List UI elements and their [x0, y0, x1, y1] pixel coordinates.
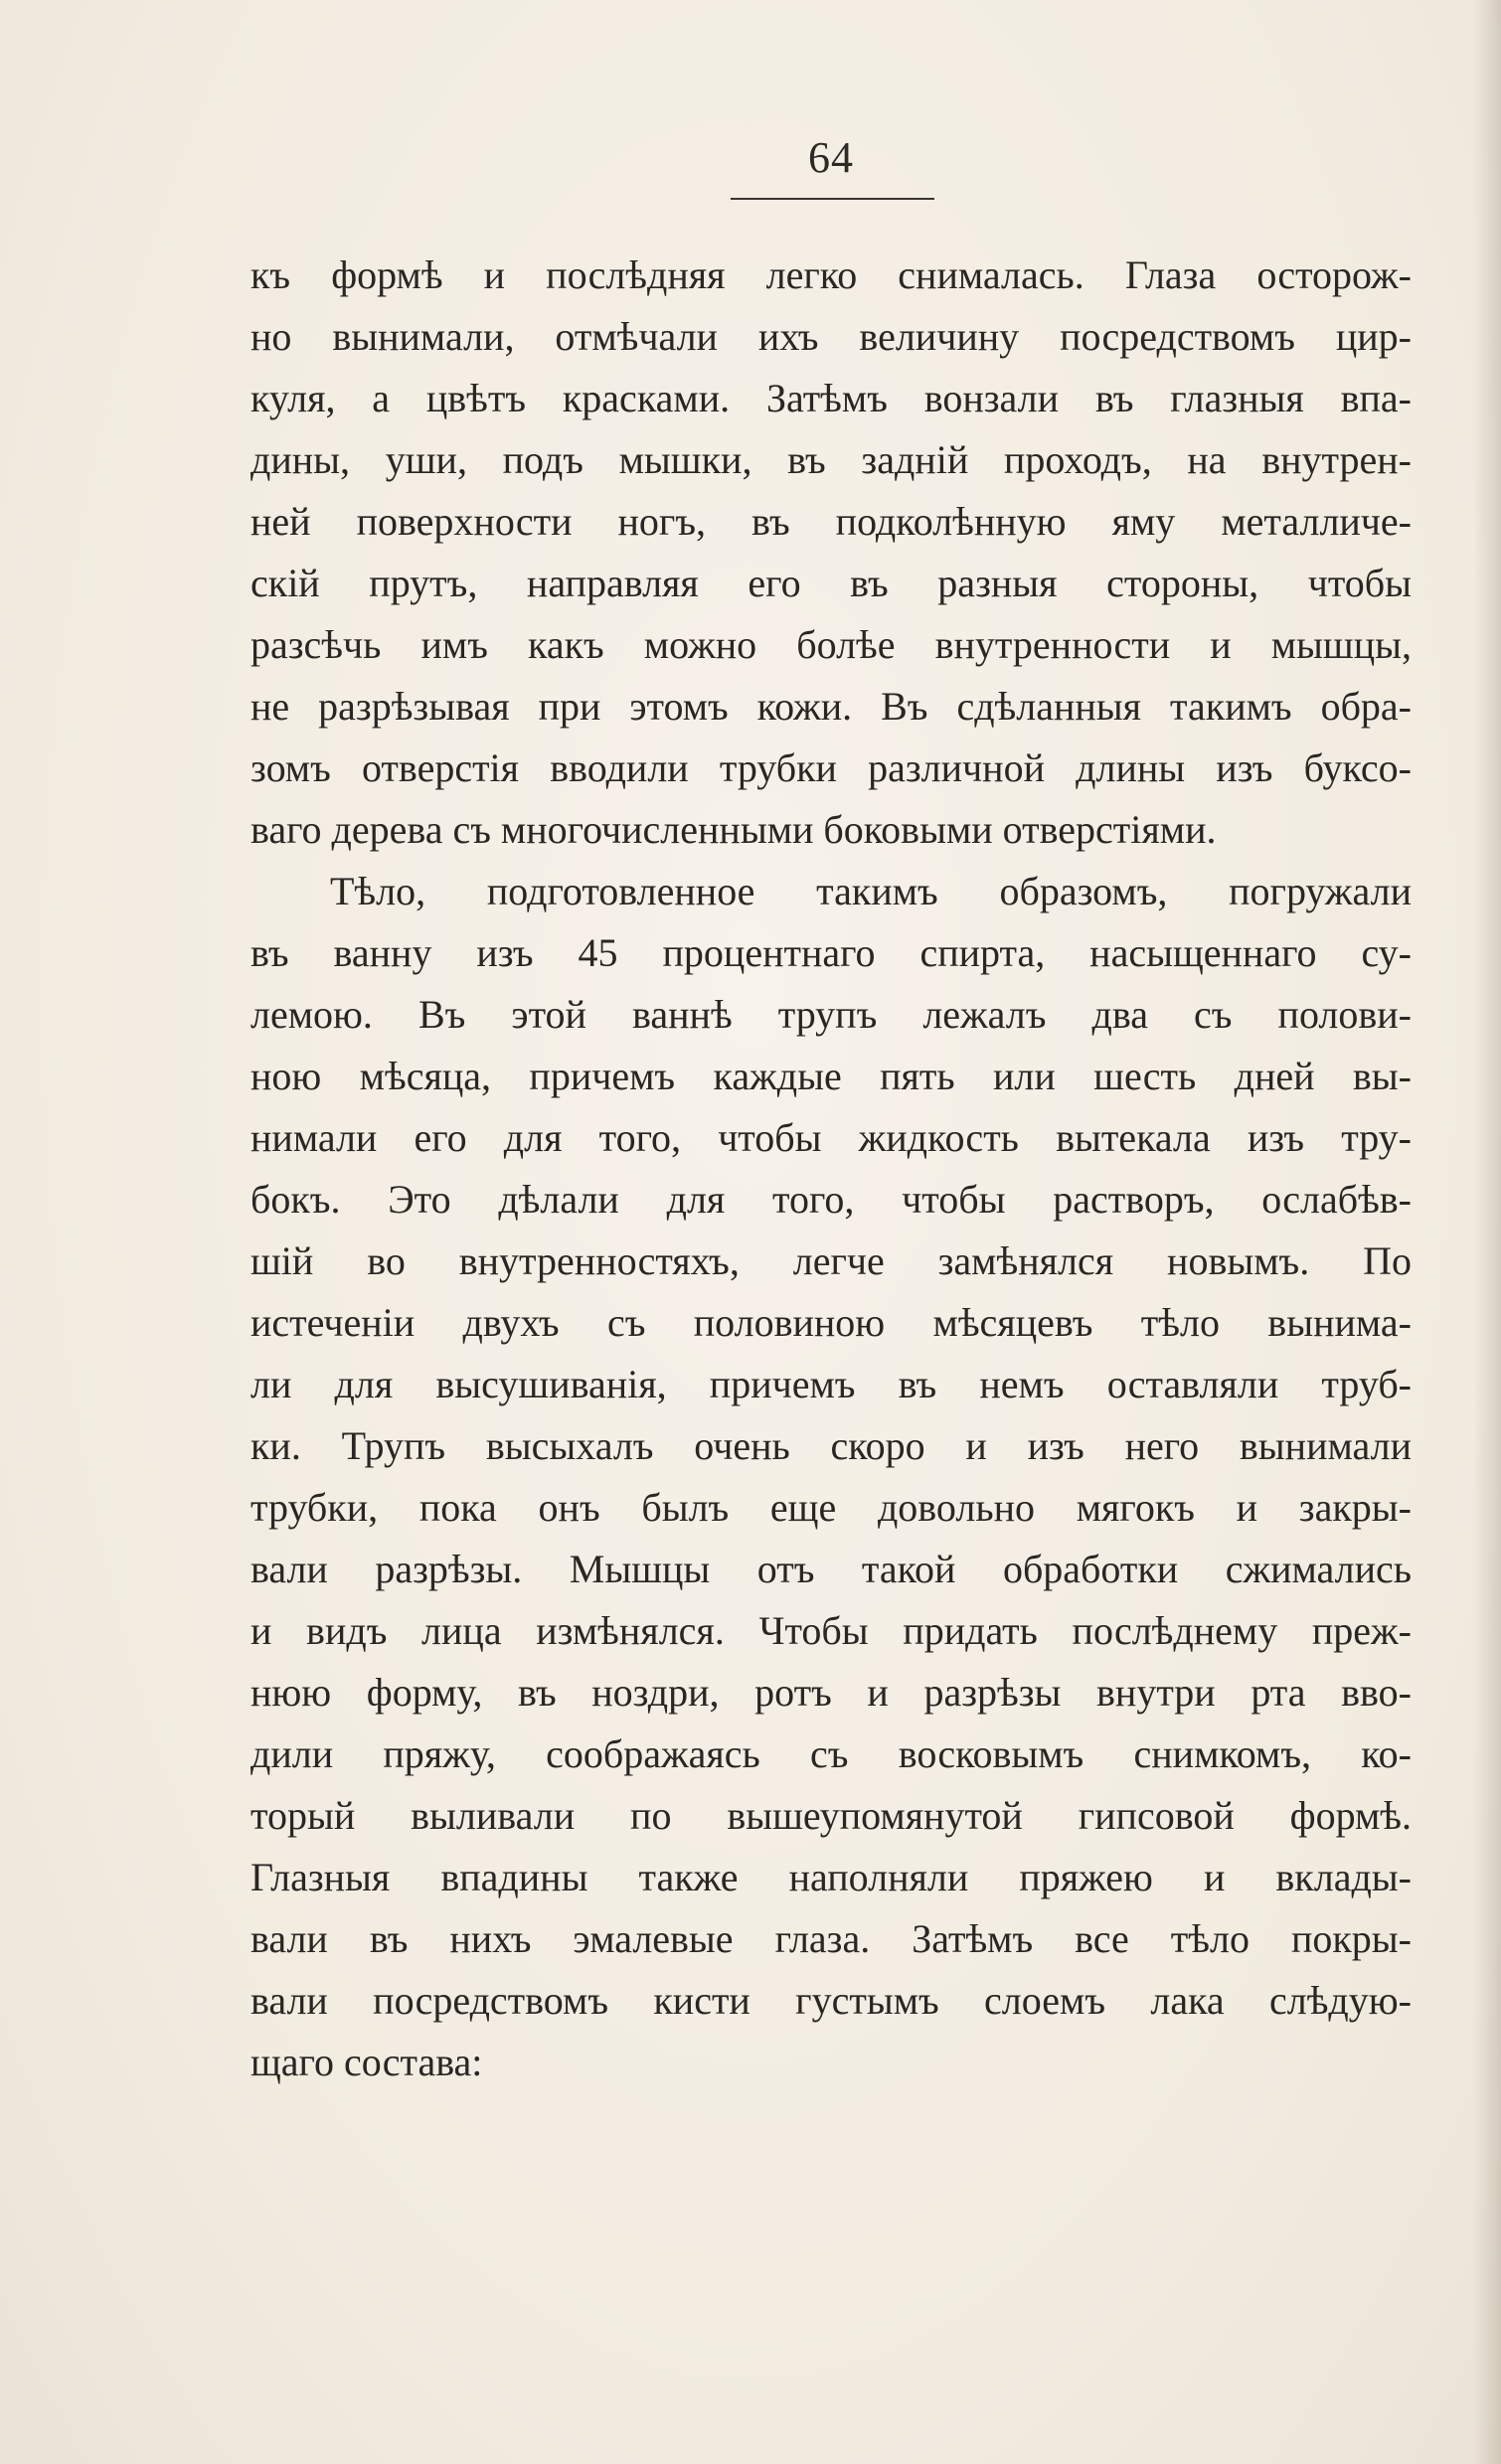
text-line: въ ванну изъ 45 процентнаго спирта, насыщеннаго су- — [250, 930, 1412, 975]
text-line: бокъ. Это дѣлали для того, чтобы растворъ, ослабѣв- — [250, 1177, 1412, 1222]
text-line: трубки, пока онъ былъ еще довольно мягокъ и закры- — [250, 1485, 1412, 1530]
text-line-paragraph-start: Тѣло, подготовленное такимъ образомъ, погружали — [330, 869, 1412, 913]
text-line: шій во внутренностяхъ, легче замѣнялся новымъ. По — [250, 1238, 1412, 1283]
text-line: дили пряжу, соображаясь съ восковымъ снимкомъ, ко- — [250, 1731, 1412, 1776]
text-line: и видъ лица измѣнялся. Чтобы придать послѣднему преж- — [250, 1608, 1412, 1653]
text-line: куля, а цвѣтъ красками. Затѣмъ вонзали въ глазныя впа- — [250, 376, 1412, 420]
text-line: скій прутъ, направляя его въ разныя стороны, чтобы — [250, 561, 1412, 605]
text-line: вали посредствомъ кисти густымъ слоемъ лака слѣдую- — [250, 1978, 1412, 2023]
text-line: дины, уши, подъ мышки, въ задній проходъ, на внутрен- — [250, 437, 1412, 482]
spine-shadow — [1473, 0, 1501, 2464]
text-line: Глазныя впадины также наполняли пряжею и вклады- — [250, 1855, 1412, 1899]
text-line: не разрѣзывая при этомъ кожи. Въ сдѣланныя такимъ обра- — [250, 684, 1412, 729]
text-line: ки. Трупъ высыхалъ очень скоро и изъ него вынимали — [250, 1423, 1412, 1468]
text-line: ваго дерева съ многочисленными боковыми отверстіями. — [250, 807, 1217, 852]
text-line: нюю форму, въ ноздри, ротъ и разрѣзы внутри рта вво- — [250, 1670, 1412, 1715]
text-line: щаго состава: — [250, 2040, 483, 2084]
page-number-rule — [731, 198, 934, 200]
page-number: 64 — [808, 133, 854, 182]
text-line: вали разрѣзы. Мышцы отъ такой обработки сжимались — [250, 1547, 1412, 1591]
text-line: ною мѣсяца, причемъ каждые пять или шесть дней вы- — [250, 1054, 1412, 1098]
text-line: зомъ отверстія вводили трубки различной длины изъ буксо- — [250, 745, 1412, 790]
text-line: торый выливали по вышеупомянутой гипсовой формѣ. — [250, 1793, 1412, 1838]
text-line: ли для высушиванія, причемъ въ немъ оставляли труб- — [250, 1362, 1412, 1406]
text-line: истеченіи двухъ съ половиною мѣсяцевъ тѣло вынима- — [250, 1300, 1412, 1345]
text-line: вали въ нихъ эмалевые глаза. Затѣмъ все тѣло покры- — [250, 1916, 1412, 1961]
text-line: нимали его для того, чтобы жидкость вытекала изъ тру- — [250, 1115, 1412, 1160]
text-line: къ формѣ и послѣдняя легко снималась. Глаза осторож- — [250, 252, 1412, 297]
body-text — [250, 245, 1412, 2093]
text-line: ней поверхности ногъ, въ подколѣнную яму металличе- — [250, 499, 1412, 544]
text-line: разсѣчь имъ какъ можно болѣе внутренности и мышцы, — [250, 622, 1412, 667]
text-line: лемою. Въ этой ваннѣ трупъ лежалъ два съ полови- — [250, 992, 1412, 1037]
text-line: но вынимали, отмѣчали ихъ величину посредствомъ цир- — [250, 314, 1412, 359]
